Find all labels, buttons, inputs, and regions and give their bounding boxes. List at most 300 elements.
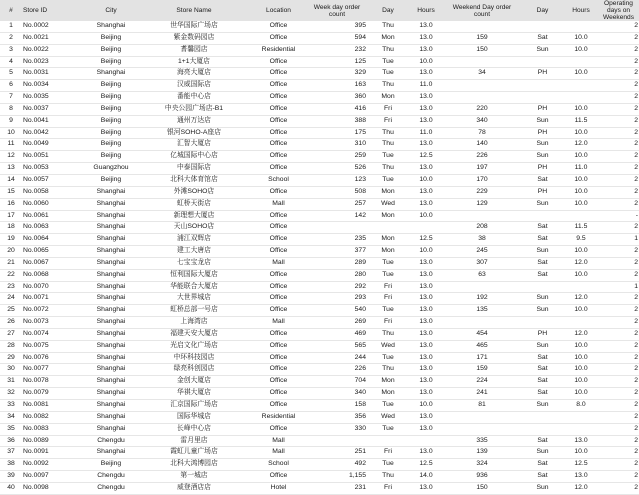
table-cell <box>409 435 443 447</box>
table-cell: Shanghai <box>84 305 138 317</box>
table-cell: 123 <box>307 174 367 186</box>
table-cell: 13.0 <box>409 163 443 175</box>
table-cell: Mon <box>367 376 409 388</box>
table-cell: 浦江双辉店 <box>138 234 250 246</box>
table-cell: 中环科技园店 <box>138 352 250 364</box>
table-cell: No.0067 <box>22 257 84 269</box>
table-row <box>0 281 639 293</box>
table-cell: Sat <box>521 364 564 376</box>
table-cell: Shanghai <box>84 376 138 388</box>
table-cell: No.0068 <box>22 269 84 281</box>
table-cell: No.0060 <box>22 198 84 210</box>
table-cell: Tue <box>367 269 409 281</box>
table-cell: Sun <box>521 151 564 163</box>
table-cell: 416 <box>307 103 367 115</box>
table-cell: Shanghai <box>84 269 138 281</box>
table-cell: 2 <box>598 68 639 80</box>
table-cell: 30 <box>0 364 22 376</box>
table-cell: 12.0 <box>564 328 598 340</box>
table-cell: 新理想大厦店 <box>138 210 250 222</box>
table-cell: Office <box>250 471 307 483</box>
table-cell: Office <box>250 92 307 104</box>
table-cell: 226 <box>443 151 521 163</box>
table-cell: Sat <box>521 352 564 364</box>
table-cell: 19 <box>0 234 22 246</box>
table-cell: Beijing <box>84 459 138 471</box>
table-cell <box>367 222 409 234</box>
table-cell: Shanghai <box>84 210 138 222</box>
table-cell: Thu <box>367 127 409 139</box>
table-cell: 257 <box>307 198 367 210</box>
table-cell: Office <box>250 364 307 376</box>
table-cell: Chengdu <box>84 435 138 447</box>
table-cell: No.0092 <box>22 459 84 471</box>
table-cell: 25 <box>0 305 22 317</box>
table-cell: 377 <box>307 246 367 258</box>
table-cell: 229 <box>443 186 521 198</box>
table-row <box>0 376 639 388</box>
table-cell: 2 <box>598 340 639 352</box>
table-cell: 125 <box>307 56 367 68</box>
table-cell: 2 <box>598 92 639 104</box>
table-cell: 2 <box>598 293 639 305</box>
table-cell <box>564 92 598 104</box>
table-cell: No.0075 <box>22 340 84 352</box>
table-cell: No.0063 <box>22 222 84 234</box>
table-cell: 1,155 <box>307 471 367 483</box>
table-cell: 310 <box>307 139 367 151</box>
table-cell: PH <box>521 186 564 198</box>
table-cell: 13.0 <box>409 411 443 423</box>
table-row <box>0 435 639 447</box>
table-cell: 13.0 <box>409 352 443 364</box>
table-cell: No.0064 <box>22 234 84 246</box>
table-cell: Shanghai <box>84 281 138 293</box>
table-cell: Shanghai <box>84 68 138 80</box>
table-cell <box>443 80 521 92</box>
table-cell: 2 <box>598 186 639 198</box>
table-row <box>0 21 639 32</box>
table-cell: 704 <box>307 376 367 388</box>
table-cell: No.0077 <box>22 364 84 376</box>
table-cell: 324 <box>443 459 521 471</box>
table-cell: 139 <box>443 447 521 459</box>
table-row <box>0 115 639 127</box>
table-cell: 2 <box>598 32 639 44</box>
table-cell: 银河SOHO-A座店 <box>138 127 250 139</box>
table-cell: 国际华城店 <box>138 411 250 423</box>
table-cell: 32 <box>0 388 22 400</box>
table-cell: 34 <box>0 411 22 423</box>
table-cell <box>521 423 564 435</box>
table-cell: 18 <box>0 222 22 234</box>
table-cell: 465 <box>443 340 521 352</box>
table-cell: Office <box>250 127 307 139</box>
table-cell: 39 <box>0 471 22 483</box>
table-cell: Wed <box>367 198 409 210</box>
table-cell: 华能联合大厦店 <box>138 281 250 293</box>
table-cell: Thu <box>367 44 409 56</box>
table-cell: Sat <box>521 32 564 44</box>
table-cell: 492 <box>307 459 367 471</box>
table-cell: 光启文化广场店 <box>138 340 250 352</box>
table-cell: 2 <box>598 44 639 56</box>
table-cell: 11.5 <box>564 222 598 234</box>
table-cell: 2 <box>598 269 639 281</box>
table-cell: Sat <box>521 376 564 388</box>
table-cell: Office <box>250 293 307 305</box>
table-cell: No.0072 <box>22 305 84 317</box>
table-cell: Beijing <box>84 92 138 104</box>
table-cell: 大世界城店 <box>138 293 250 305</box>
table-cell: No.0057 <box>22 174 84 186</box>
table-cell: Mon <box>367 186 409 198</box>
table-cell: 上海湾店 <box>138 317 250 329</box>
table-cell: 6 <box>0 80 22 92</box>
table-cell: 31 <box>0 376 22 388</box>
table-cell: No.0098 <box>22 482 84 494</box>
table-cell: 2 <box>598 139 639 151</box>
table-cell: Tue <box>367 305 409 317</box>
table-cell <box>443 92 521 104</box>
table-cell: 中泰国际店 <box>138 163 250 175</box>
table-cell: 159 <box>443 32 521 44</box>
table-cell: 20 <box>0 246 22 258</box>
table-cell: Shanghai <box>84 364 138 376</box>
table-cell <box>307 435 367 447</box>
table-cell: Sun <box>521 139 564 151</box>
table-cell: 虹桥总部一号店 <box>138 305 250 317</box>
table-cell: 9 <box>0 115 22 127</box>
table-cell: Mon <box>367 234 409 246</box>
column-header: Operating days on Weekends <box>598 0 639 21</box>
table-cell: Office <box>250 388 307 400</box>
table-cell: 13.0 <box>409 376 443 388</box>
table-cell: 1 <box>0 21 22 32</box>
table-cell: 16 <box>0 198 22 210</box>
table-cell <box>564 281 598 293</box>
table-cell: 13 <box>0 163 22 175</box>
table-row <box>0 459 639 471</box>
table-cell: Office <box>250 400 307 412</box>
table-cell: Beijing <box>84 127 138 139</box>
table-cell: 150 <box>443 482 521 494</box>
table-cell: 13.0 <box>409 139 443 151</box>
table-cell: Mon <box>367 246 409 258</box>
table-cell: Thu <box>367 364 409 376</box>
table-cell: 135 <box>443 305 521 317</box>
table-cell <box>564 80 598 92</box>
table-cell: 10.0 <box>409 400 443 412</box>
table-cell: Tue <box>367 423 409 435</box>
table-row <box>0 174 639 186</box>
table-cell: No.0002 <box>22 21 84 32</box>
table-cell: 175 <box>307 127 367 139</box>
table-cell: - <box>598 210 639 222</box>
table-cell: 汉威国际店 <box>138 80 250 92</box>
table-cell: 10.0 <box>564 388 598 400</box>
table-cell: Office <box>250 68 307 80</box>
table-cell: Shanghai <box>84 400 138 412</box>
table-cell: Office <box>250 234 307 246</box>
table-cell: 2 <box>598 222 639 234</box>
table-cell <box>564 210 598 222</box>
table-cell: Sat <box>521 269 564 281</box>
table-cell: Mon <box>367 210 409 222</box>
table-cell <box>564 411 598 423</box>
table-cell: 长峰中心店 <box>138 423 250 435</box>
table-cell: 恒利国际大厦店 <box>138 269 250 281</box>
table-cell <box>521 210 564 222</box>
table-cell: Office <box>250 32 307 44</box>
table-cell: 威登酒店店 <box>138 482 250 494</box>
table-cell: 10.0 <box>564 44 598 56</box>
table-cell: 936 <box>443 471 521 483</box>
table-cell: Thu <box>367 163 409 175</box>
table-cell: 12 <box>0 151 22 163</box>
table-cell: PH <box>521 68 564 80</box>
table-cell: 12.5 <box>409 151 443 163</box>
table-cell: 10.0 <box>409 210 443 222</box>
table-cell: 232 <box>307 44 367 56</box>
table-header <box>0 0 639 21</box>
table-cell: Office <box>250 246 307 258</box>
table-row <box>0 103 639 115</box>
table-cell: Shanghai <box>84 21 138 32</box>
table-cell: 38 <box>0 459 22 471</box>
table-cell: 7 <box>0 92 22 104</box>
table-cell: Thu <box>367 471 409 483</box>
table-cell: 2 <box>598 80 639 92</box>
table-cell: Shanghai <box>84 198 138 210</box>
table-row <box>0 352 639 364</box>
table-cell: Office <box>250 56 307 68</box>
table-cell: 171 <box>443 352 521 364</box>
table-cell: 540 <box>307 305 367 317</box>
table-cell: 269 <box>307 317 367 329</box>
table-cell: Sun <box>521 293 564 305</box>
table-row <box>0 222 639 234</box>
table-cell: 454 <box>443 328 521 340</box>
table-cell: 亿城国际中心店 <box>138 151 250 163</box>
table-body <box>0 21 639 494</box>
table-cell: 340 <box>307 388 367 400</box>
table-cell: 13.0 <box>409 328 443 340</box>
table-cell: Sun <box>521 305 564 317</box>
table-cell: No.0079 <box>22 388 84 400</box>
table-row <box>0 246 639 258</box>
table-cell: 251 <box>307 447 367 459</box>
table-cell: 22 <box>0 269 22 281</box>
table-cell: 526 <box>307 163 367 175</box>
table-cell: No.0071 <box>22 293 84 305</box>
table-cell: Office <box>250 340 307 352</box>
table-cell: 金创大厦店 <box>138 376 250 388</box>
table-cell: 33 <box>0 400 22 412</box>
table-cell: PH <box>521 127 564 139</box>
table-cell: 外滩SOHO店 <box>138 186 250 198</box>
table-cell <box>521 317 564 329</box>
table-cell: 241 <box>443 388 521 400</box>
table-cell: Sun <box>521 447 564 459</box>
table-row <box>0 269 639 281</box>
table-cell: 594 <box>307 32 367 44</box>
table-row <box>0 340 639 352</box>
table-cell: Sat <box>521 222 564 234</box>
table-cell: 2 <box>598 174 639 186</box>
table-cell: Mon <box>367 388 409 400</box>
table-row <box>0 400 639 412</box>
table-cell <box>564 21 598 32</box>
table-cell: 163 <box>307 80 367 92</box>
table-cell: 8 <box>0 103 22 115</box>
table-cell: 4 <box>0 56 22 68</box>
table-cell: 11.5 <box>564 115 598 127</box>
table-cell: 28 <box>0 340 22 352</box>
table-cell: 13.0 <box>409 293 443 305</box>
table-cell: 11 <box>0 139 22 151</box>
table-cell: Tue <box>367 151 409 163</box>
table-cell: Sat <box>521 388 564 400</box>
table-cell: Beijing <box>84 151 138 163</box>
table-cell: Fri <box>367 103 409 115</box>
table-cell: 11.0 <box>409 80 443 92</box>
table-cell: 汇智大厦店 <box>138 139 250 151</box>
table-cell: 13.0 <box>409 340 443 352</box>
table-cell: 81 <box>443 400 521 412</box>
table-cell: Shanghai <box>84 186 138 198</box>
table-cell: 40 <box>0 482 22 494</box>
table-cell <box>443 210 521 222</box>
table-cell <box>521 281 564 293</box>
table-cell: 220 <box>443 103 521 115</box>
table-cell: 中央公园广场店-B1 <box>138 103 250 115</box>
table-cell <box>521 411 564 423</box>
table-cell <box>443 56 521 68</box>
table-row <box>0 80 639 92</box>
table-cell: 2 <box>598 388 639 400</box>
table-cell: Sun <box>521 115 564 127</box>
table-cell: 世华国际广场店 <box>138 21 250 32</box>
table-cell: Sat <box>521 459 564 471</box>
table-cell: Thu <box>367 80 409 92</box>
table-cell: 绿亮科创园店 <box>138 364 250 376</box>
table-cell: 13.0 <box>409 423 443 435</box>
table-cell: 293 <box>307 293 367 305</box>
table-cell: Thu <box>367 139 409 151</box>
table-cell: No.0089 <box>22 435 84 447</box>
table-cell: 224 <box>443 376 521 388</box>
table-cell: Office <box>250 376 307 388</box>
table-cell: 13.0 <box>409 198 443 210</box>
table-cell: 14 <box>0 174 22 186</box>
table-cell: Shanghai <box>84 447 138 459</box>
table-cell: No.0049 <box>22 139 84 151</box>
table-cell: No.0031 <box>22 68 84 80</box>
table-cell: Shanghai <box>84 246 138 258</box>
table-cell: 2 <box>598 364 639 376</box>
table-cell: 140 <box>443 139 521 151</box>
table-cell: 北科大体育馆店 <box>138 174 250 186</box>
table-cell: 10.0 <box>564 186 598 198</box>
table-cell: 北科大鸿博园店 <box>138 459 250 471</box>
table-cell: Office <box>250 139 307 151</box>
table-cell: 七宝宝龙店 <box>138 257 250 269</box>
table-cell: 11.0 <box>564 163 598 175</box>
table-cell: 159 <box>443 364 521 376</box>
table-cell: Office <box>250 328 307 340</box>
table-cell: Thu <box>367 21 409 32</box>
table-cell: 330 <box>307 423 367 435</box>
table-cell: 2 <box>598 328 639 340</box>
column-header: # <box>0 0 22 21</box>
table-cell: 13.0 <box>409 388 443 400</box>
table-cell: School <box>250 459 307 471</box>
table-cell: 13.0 <box>409 92 443 104</box>
table-cell: 63 <box>443 269 521 281</box>
table-cell: Office <box>250 210 307 222</box>
table-cell: 356 <box>307 411 367 423</box>
table-cell: 2 <box>598 103 639 115</box>
table-cell: Sun <box>521 198 564 210</box>
table-cell: Beijing <box>84 115 138 127</box>
table-cell <box>443 317 521 329</box>
table-row <box>0 68 639 80</box>
table-cell: 12.0 <box>564 293 598 305</box>
table-cell: Mon <box>367 92 409 104</box>
table-cell <box>564 423 598 435</box>
table-cell: 12.0 <box>564 482 598 494</box>
table-cell: 海亮大厦店 <box>138 68 250 80</box>
table-cell: 福建天安大厦店 <box>138 328 250 340</box>
table-cell: No.0082 <box>22 411 84 423</box>
table-cell <box>443 411 521 423</box>
table-cell: 汇京国际广场店 <box>138 400 250 412</box>
table-cell: 38 <box>443 234 521 246</box>
table-cell: Shanghai <box>84 423 138 435</box>
table-cell: Office <box>250 115 307 127</box>
table-cell: 197 <box>443 163 521 175</box>
table-cell: 23 <box>0 281 22 293</box>
table-cell: Mall <box>250 317 307 329</box>
table-cell: Chengdu <box>84 471 138 483</box>
column-header: Weekend Day order count <box>443 0 521 21</box>
table-cell: Tue <box>367 174 409 186</box>
table-cell: Office <box>250 305 307 317</box>
table-cell <box>564 317 598 329</box>
table-cell: 2 <box>598 305 639 317</box>
table-cell: 469 <box>307 328 367 340</box>
table-cell: 2 <box>598 352 639 364</box>
table-cell: 8.0 <box>564 400 598 412</box>
table-cell: Fri <box>367 293 409 305</box>
table-cell: Sun <box>521 400 564 412</box>
table-cell: 10.0 <box>564 103 598 115</box>
table-cell: No.0091 <box>22 447 84 459</box>
table-cell: 13.0 <box>409 317 443 329</box>
table-cell: PH <box>521 103 564 115</box>
table-cell: Beijing <box>84 44 138 56</box>
table-cell: Beijing <box>84 174 138 186</box>
table-cell: Sat <box>521 257 564 269</box>
table-row <box>0 447 639 459</box>
table-cell: Fri <box>367 447 409 459</box>
table-cell: 208 <box>443 222 521 234</box>
table-cell: Beijing <box>84 56 138 68</box>
table-cell: 13.0 <box>564 435 598 447</box>
table-cell: 10.0 <box>409 246 443 258</box>
table-cell <box>409 222 443 234</box>
